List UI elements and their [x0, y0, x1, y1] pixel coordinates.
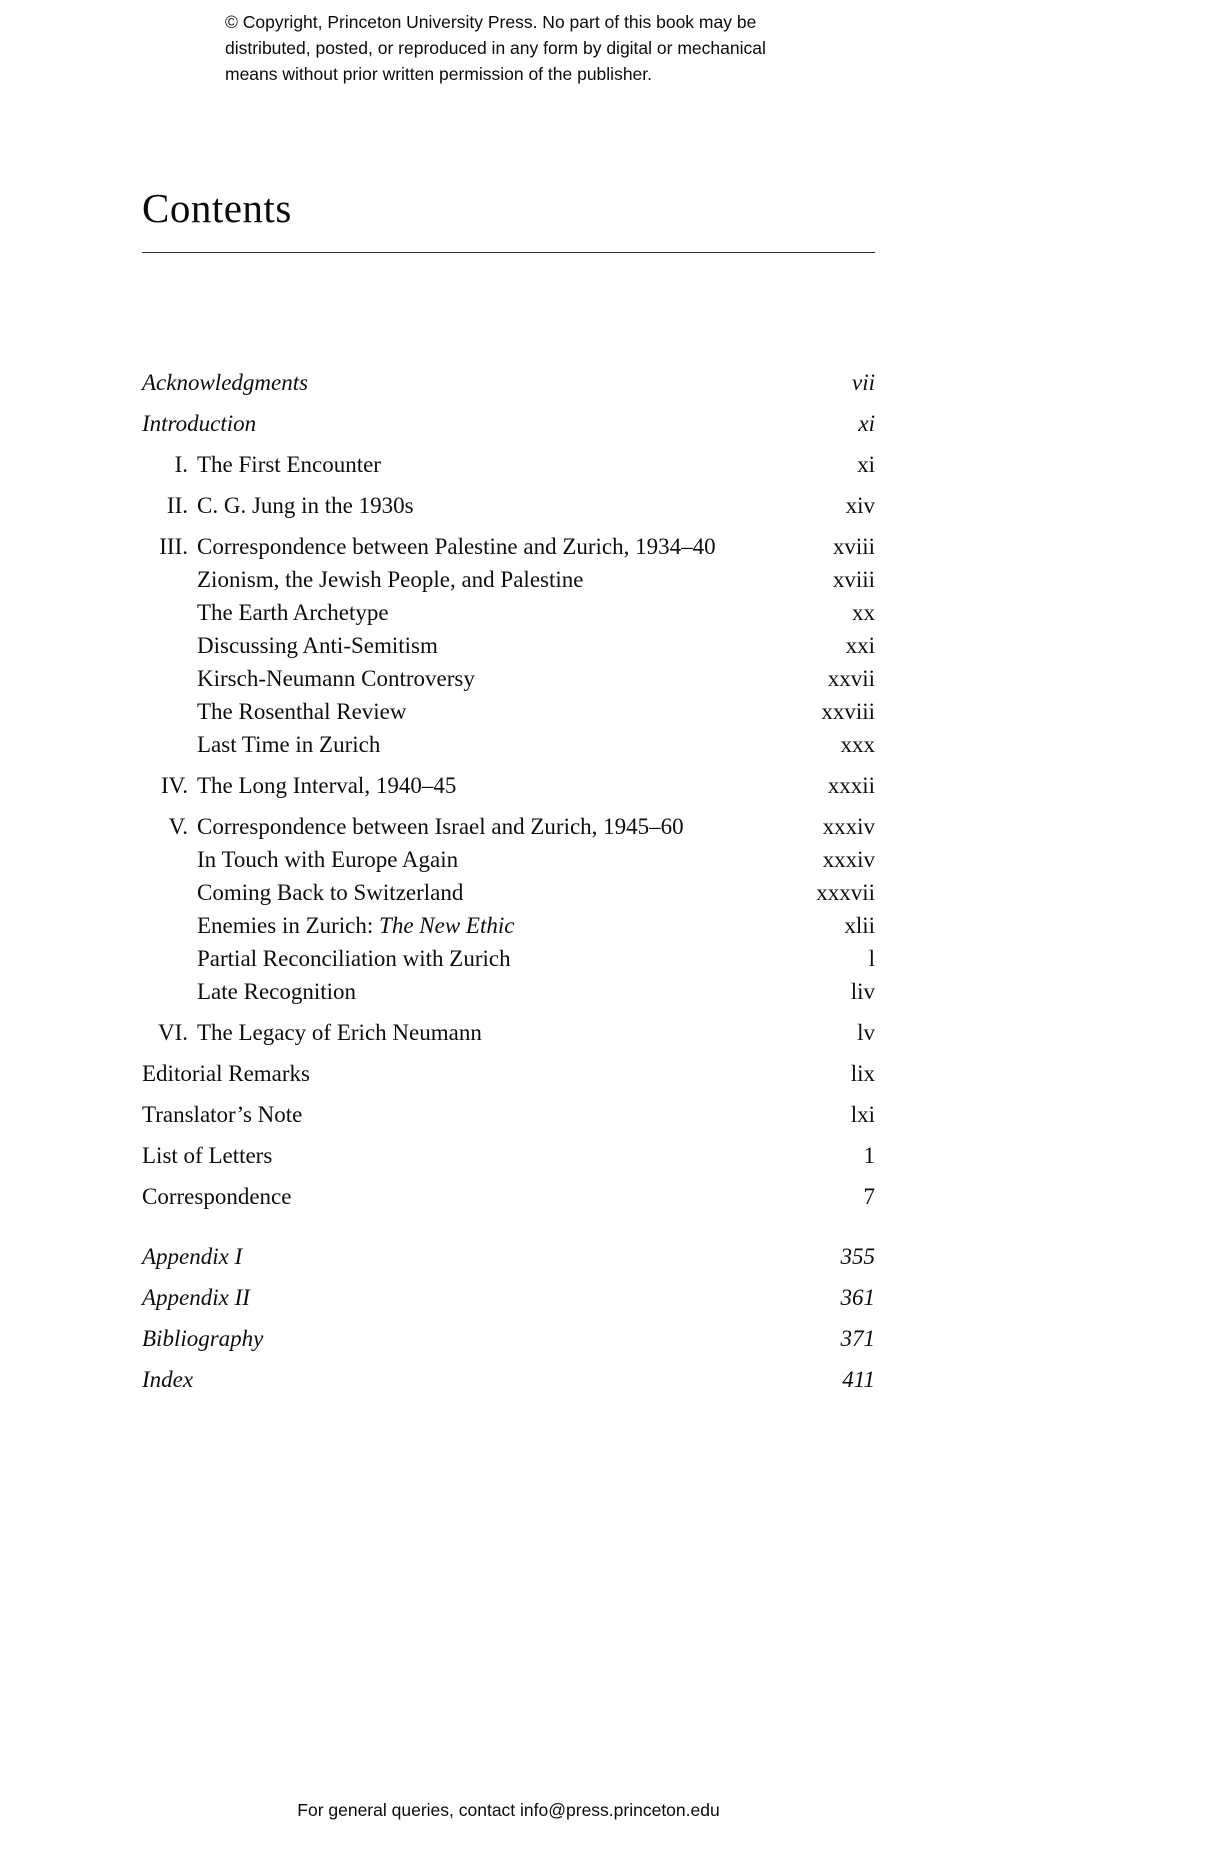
- toc-page-number: xx: [852, 600, 875, 625]
- toc-row: [142, 843, 875, 876]
- toc-row: [142, 1016, 875, 1049]
- toc-label: Introduction: [142, 411, 257, 436]
- toc-page-number: xxxii: [827, 773, 875, 798]
- copyright-line: © Copyright, Princeton University Press. No part of this book may be: [225, 12, 757, 32]
- toc-page-number: liv: [850, 979, 875, 1004]
- toc-label: Correspondence: [142, 1184, 292, 1209]
- toc-page-number: xiv: [845, 493, 875, 518]
- toc-numeral: II.: [166, 493, 188, 518]
- copyright-line: means without prior written permission of the publisher.: [225, 64, 653, 84]
- toc-numeral: IV.: [160, 773, 188, 798]
- toc-label: Late Recognition: [197, 979, 357, 1004]
- toc-page-number: lix: [850, 1061, 875, 1086]
- toc-page-number: xi: [857, 452, 875, 477]
- toc-row: [142, 489, 875, 522]
- toc-label: Partial Reconciliation with Zurich: [197, 946, 511, 971]
- toc-row: [142, 530, 875, 563]
- toc-row: [142, 909, 875, 942]
- toc-page-number: lxi: [850, 1102, 875, 1127]
- toc-page-number: xxx: [840, 732, 875, 757]
- copyright-notice: [225, 9, 766, 87]
- toc-page-number: xxxiv: [822, 847, 875, 872]
- toc-row: [142, 975, 875, 1008]
- toc-row: [142, 728, 875, 761]
- toc-row: [142, 769, 875, 802]
- toc-label: Kirsch-Neumann Controversy: [197, 666, 475, 691]
- toc-row: [142, 810, 875, 843]
- toc-row: [142, 1240, 875, 1273]
- toc-label: Discussing Anti-Semitism: [197, 633, 438, 658]
- toc-page-number: xxvii: [827, 666, 875, 691]
- toc-label: The Legacy of Erich Neumann: [197, 1020, 482, 1045]
- toc-page-number: xi: [858, 411, 875, 436]
- toc-label: Acknowledgments: [142, 370, 309, 395]
- toc-label: Appendix II: [142, 1285, 250, 1310]
- toc-row: [142, 695, 875, 728]
- toc-page-number: l: [868, 946, 875, 971]
- toc-row: [142, 407, 875, 440]
- toc-label: The Rosenthal Review: [197, 699, 407, 724]
- toc-label: Translator’s Note: [142, 1102, 303, 1127]
- toc-label: The First Encounter: [197, 452, 381, 477]
- toc-row: [142, 1057, 875, 1090]
- toc-row: [142, 662, 875, 695]
- toc-list: [142, 366, 875, 1396]
- toc-numeral: VI.: [157, 1020, 188, 1045]
- toc-label: The Long Interval, 1940–45: [197, 773, 457, 798]
- toc-label: Correspondence between Palestine and Zurich, 1934–40: [197, 534, 716, 559]
- toc-label: Zionism, the Jewish People, and Palestine: [197, 567, 584, 592]
- toc-label-italic-part: The New Ethic: [379, 913, 515, 938]
- copyright-line: distributed, posted, or reproduced in any form by digital or mechanical: [225, 38, 766, 58]
- toc-row: [142, 629, 875, 662]
- toc-label: Last Time in Zurich: [197, 732, 381, 757]
- toc-page-number: 411: [842, 1367, 875, 1392]
- toc-label: Enemies in Zurich: The New Ethic: [197, 913, 515, 938]
- toc-row: [142, 942, 875, 975]
- toc-page-number: 361: [840, 1285, 875, 1310]
- toc-label: Bibliography: [142, 1326, 264, 1351]
- toc-page-number: xxi: [845, 633, 875, 658]
- toc-row: [142, 876, 875, 909]
- toc-numeral: III.: [159, 534, 188, 559]
- toc-label: Editorial Remarks: [142, 1061, 310, 1086]
- toc-row: [142, 596, 875, 629]
- toc-row: [142, 366, 875, 399]
- toc-label: In Touch with Europe Again: [197, 847, 459, 872]
- toc-row: [142, 448, 875, 481]
- toc-page-number: 355: [840, 1244, 875, 1269]
- toc-label: Correspondence between Israel and Zurich, 1945–60: [197, 814, 684, 839]
- toc-label: Appendix I: [142, 1244, 243, 1269]
- toc-label: C. G. Jung in the 1930s: [197, 493, 414, 518]
- toc-numeral: I.: [174, 452, 188, 477]
- toc-label: Coming Back to Switzerland: [197, 880, 464, 905]
- toc-page-number: vii: [852, 370, 875, 395]
- page-title: Contents: [142, 185, 292, 231]
- toc-page-number: 7: [863, 1184, 875, 1209]
- toc-numeral: V.: [168, 814, 188, 839]
- toc-row: [142, 1098, 875, 1131]
- toc-label: Index: [142, 1367, 194, 1392]
- toc-page-number: xviii: [832, 534, 875, 559]
- toc-row: [142, 1180, 875, 1213]
- toc-row: [142, 1281, 875, 1314]
- toc-label: List of Letters: [142, 1143, 273, 1168]
- toc-page-number: xxviii: [821, 699, 875, 724]
- toc-page-number: xxxiv: [822, 814, 875, 839]
- toc-label: The Earth Archetype: [197, 600, 389, 625]
- toc-row: [142, 563, 875, 596]
- toc-page-number: xxxvii: [816, 880, 875, 905]
- title-rule: [142, 252, 875, 253]
- toc-page-number: 1: [863, 1143, 875, 1168]
- toc-row: [142, 1139, 875, 1172]
- toc-page-number: xviii: [832, 567, 875, 592]
- toc-row: [142, 1322, 875, 1355]
- toc-page-number: xlii: [844, 913, 875, 938]
- toc-row: [142, 1363, 875, 1396]
- toc-page-number: lv: [857, 1020, 875, 1045]
- footer-queries-note: For general queries, contact info@press.princeton.edu: [297, 1800, 720, 1820]
- toc-page-number: 371: [840, 1326, 875, 1351]
